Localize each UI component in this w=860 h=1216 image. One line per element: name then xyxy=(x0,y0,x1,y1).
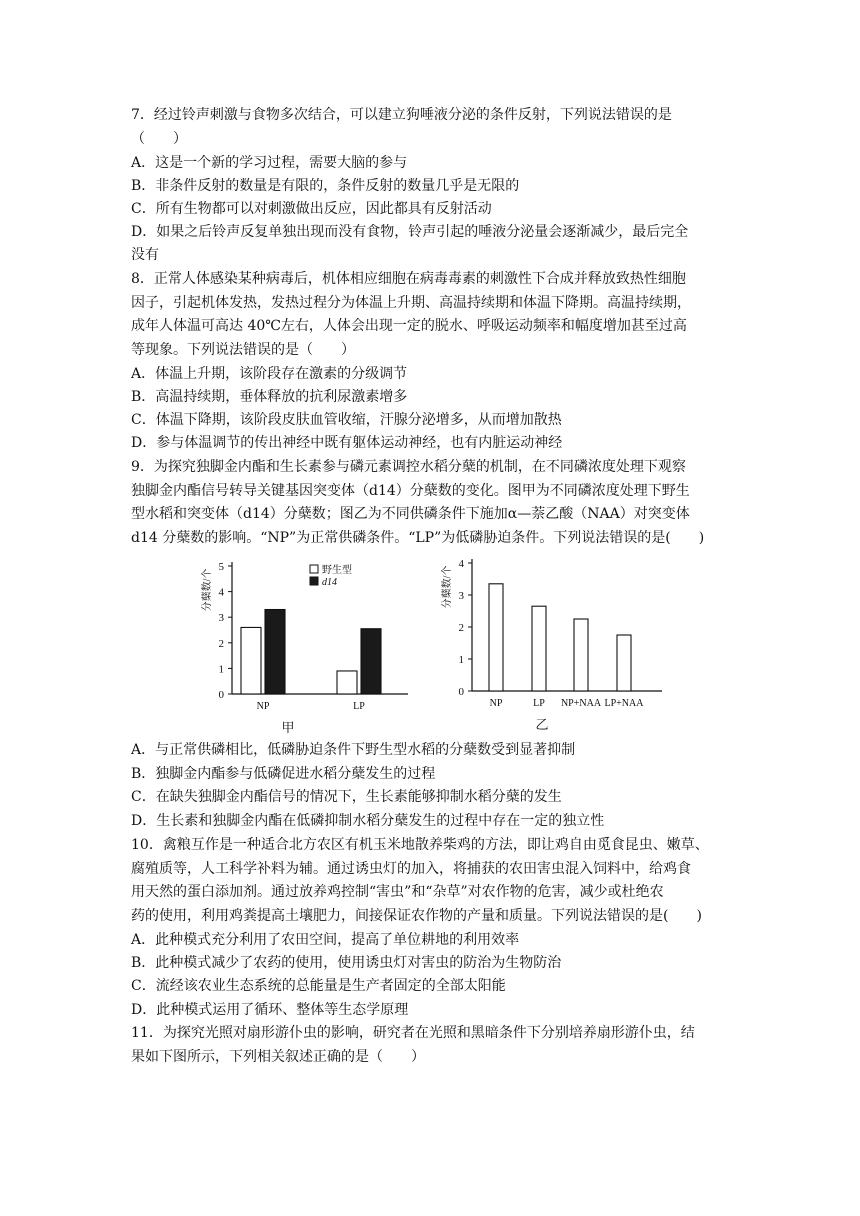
chart0-y-tick-label: 3 xyxy=(218,612,224,625)
chart1-y-tick-label: 4 xyxy=(458,558,464,570)
chart0-y-tick-label: 2 xyxy=(218,637,224,650)
q11-stem-line2: 果如下图所示，下列相关叙述正确的是（ ） xyxy=(131,1049,425,1065)
chart0-y-tick-label: 0 xyxy=(218,689,224,701)
q9-stem-line2: 独脚金内酯信号转导关键基因突变体（d14）分蘖数的变化。图甲为不同磷浓度处理下野生 xyxy=(131,483,690,499)
q10-option-c: C．流经该农业生态系统的总能量是生产者固定的全部太阳能 xyxy=(131,978,506,994)
chart-yi-svg xyxy=(432,556,672,736)
chart-jia xyxy=(198,556,418,736)
q9-option-d: D．生长素和独脚金内酯在低磷抑制水稻分蘖发生的过程中存在一定的独立性 xyxy=(131,813,605,829)
chart0-bar xyxy=(337,671,357,694)
q7-option-c: C．所有生物都可以对刺激做出反应，因此都具有反射活动 xyxy=(131,201,492,217)
q10-stem-line2: 腐殖质等，人工科学补料为辅。通过诱虫灯的加入，将捕获的农田害虫混入饲料中，给鸡食 xyxy=(131,861,691,877)
q10-stem-line4: 药的使用，利用鸡粪提高土壤肥力，间接保证农作物的产量和质量。下列说法错误的是( ) xyxy=(131,908,702,924)
q9-stem-line1: 9．为探究独脚金内酯和生长素参与磷元素调控水稻分蘖的机制，在不同磷浓度处理下观察 xyxy=(131,459,686,475)
q10-option-a: A．此种模式充分利用了农田空间，提高了单位耕地的利用效率 xyxy=(131,932,520,948)
chart0-legend-swatch xyxy=(310,577,318,585)
chart1-bar xyxy=(574,619,588,691)
chart0-y-axis-label: 分蘖数/个 xyxy=(202,568,213,612)
chart-yi xyxy=(432,556,672,736)
chart1-x-tick-label: NP+NAA xyxy=(560,698,602,709)
chart0-x-tick-label: LP xyxy=(353,701,365,712)
chart1-y-tick-label: 0 xyxy=(458,686,464,698)
q9-stem-line3: 型水稻和突变体（d14）分蘖数；图乙为不同供磷条件下施加α—萘乙酸（NAA）对突变体 xyxy=(131,506,690,522)
chart1-x-tick-label: LP+NAA xyxy=(604,698,644,709)
q9-option-b: B．独脚金内酯参与低磷促进水稻分蘖发生的过程 xyxy=(131,766,436,782)
q8-stem-line4: 等现象。下列说法错误的是（ ） xyxy=(131,342,355,358)
q10-stem-line1: 10．禽粮互作是一种适合北方农区有机玉米地散养柴鸡的方法，即让鸡自由觅食昆虫、嫩草、 xyxy=(131,837,709,853)
q10-option-b: B．此种模式减少了农药的使用，使用诱虫灯对害虫的防治为生物防治 xyxy=(131,955,562,971)
q10-option-d: D．此种模式运用了循环、整体等生态学原理 xyxy=(131,1002,409,1018)
q8-option-c: C．体温下降期，该阶段皮肤血管收缩，汗腺分泌增多，从而增加散热 xyxy=(131,412,562,428)
chart1-x-tick-label: NP xyxy=(489,698,503,709)
chart0-x-tick-label: NP xyxy=(256,701,270,712)
q11-stem-line1: 11．为探究光照对扇形游仆虫的影响，研究者在光照和黑暗条件下分别培养扇形游仆虫，结 xyxy=(131,1025,695,1041)
chart1-y-tick-label: 1 xyxy=(458,654,464,666)
chart1-x-tick-label: LP xyxy=(533,698,545,709)
q8-stem-line3: 成年人体温可高达 40℃左右，人体会出现一定的脱水、呼吸运动频率和幅度增加甚至过高 xyxy=(131,318,687,334)
chart-jia-svg xyxy=(198,556,418,736)
chart0-bar xyxy=(241,627,261,694)
q8-stem-line1: 8．正常人体感染某种病毒后，机体相应细胞在病毒毒素的刺激性下合成并释放致热性细胞 xyxy=(131,271,686,287)
chart0-legend-swatch xyxy=(310,565,318,573)
chart1-bar xyxy=(489,584,503,691)
q7-option-b: B．非条件反射的数量是有限的，条件反射的数量几乎是无限的 xyxy=(131,178,520,194)
chart1-caption: 乙 xyxy=(535,718,549,733)
q7-option-a: A．这是一个新的学习过程，需要大脑的参与 xyxy=(131,155,408,171)
q7-stem-blank: （ ） xyxy=(131,131,187,147)
q8-option-a: A．体温上升期，该阶段存在激素的分级调节 xyxy=(131,366,408,382)
chart1-bar xyxy=(617,635,631,691)
chart0-caption: 甲 xyxy=(281,721,295,736)
q7-option-d-cont: 没有 xyxy=(131,247,159,263)
chart1-y-tick-label: 3 xyxy=(458,590,464,602)
chart0-y-tick-label: 4 xyxy=(218,586,224,599)
chart1-bar xyxy=(532,606,546,691)
chart0-legend-label: d14 xyxy=(322,577,337,588)
chart0-bar xyxy=(265,610,285,694)
q9-option-a: A．与正常供磷相比，低磷胁迫条件下野生型水稻的分蘖数受到显著抑制 xyxy=(131,742,576,758)
q10-stem-line3: 用天然的蛋白添加剂。通过放养鸡控制“害虫”和“杂草”对农作物的危害，减少或杜绝农 xyxy=(131,884,664,900)
q8-stem-line2: 因子，引起机体发热，发热过程分为体温上升期、高温持续期和体温下降期。高温持续期， xyxy=(131,295,691,311)
q7-option-d: D．如果之后铃声反复单独出现而没有食物，铃声引起的唾液分泌量会逐渐减少，最后完全 xyxy=(131,224,689,240)
q8-option-b: B．高温持续期，垂体释放的抗利尿激素增多 xyxy=(131,389,408,405)
chart0-bar xyxy=(361,629,381,694)
chart1-y-axis-label: 分蘖数/个 xyxy=(442,565,453,609)
chart1-y-tick-label: 2 xyxy=(458,622,464,634)
q7-stem: 7．经过铃声刺激与食物多次结合，可以建立狗唾液分泌的条件反射，下列说法错误的是 xyxy=(131,107,672,123)
q9-stem-line4: d14 分蘖数的影响。“NP”为正常供磷条件。“LP”为低磷胁迫条件。下列说法错误的是( ) xyxy=(131,530,705,546)
chart0-y-tick-label: 1 xyxy=(218,663,224,676)
chart0-legend-label: 野生型 xyxy=(322,565,352,576)
q9-option-c: C．在缺失独脚金内酯信号的情况下，生长素能够抑制水稻分蘖的发生 xyxy=(131,789,562,805)
q8-option-d: D．参与体温调节的传出神经中既有躯体运动神经，也有内脏运动神经 xyxy=(131,435,563,451)
chart0-y-tick-label: 5 xyxy=(218,561,224,573)
